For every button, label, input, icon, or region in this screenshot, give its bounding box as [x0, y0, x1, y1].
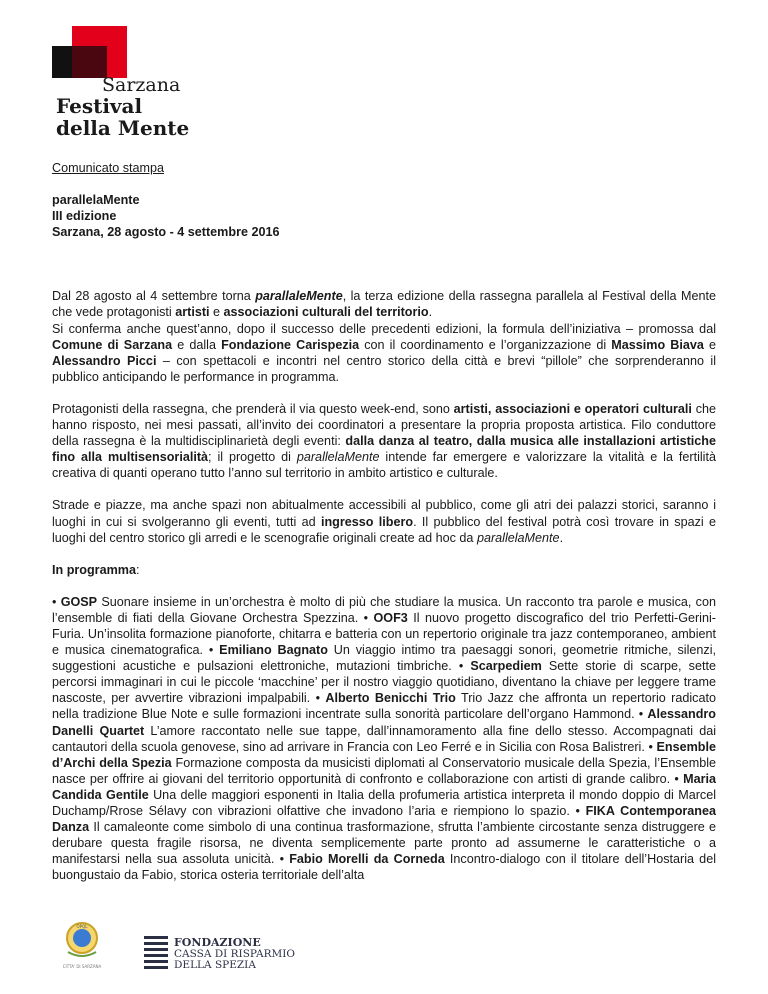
text-run: Protagonisti della rassegna, che prenderà il via questo week-end, sono	[52, 401, 454, 416]
text-run: Trio Jazz che affronta un repertorio radicato nella tradizione Blue Note e sulle formazioni incentrate sulla sonorità particolare dell’organo Hammond. •	[52, 691, 716, 722]
paragraph-program	[52, 594, 716, 884]
fondazione-carispezia-logo	[144, 936, 314, 976]
text-run: Maria Candida Gentile	[52, 771, 716, 802]
event-title: parallelaMente	[52, 193, 140, 208]
text-run: che hanno risposto, nei mesi passati, all’invito dei coordinatori a presentare la propria proposta artistica. Filo conduttore della rassegna è la multidisciplinarietà degli eventi:	[52, 401, 716, 449]
text-run: Fabio Morelli da Corneda	[289, 852, 445, 867]
text-run: parallaleMente	[255, 289, 343, 304]
text-run: Alessandro Picci	[52, 353, 157, 368]
text-run: ; il progetto di	[208, 450, 297, 465]
logo-text-sarzana: Sarzana	[102, 74, 181, 96]
text-run: parallelaMente	[476, 530, 560, 545]
logo-text-della-mente: della Mente	[56, 116, 190, 140]
text-run: , la terza edizione della rassegna parallela al Festival della Mente che vede protagonisti	[52, 289, 716, 320]
text-run: dalla danza al teatro, dalla musica alle installazioni artistiche fino alla multisensorialità	[52, 434, 716, 465]
logo-text-festival: Festival	[56, 94, 143, 118]
text-run: Fondazione Carispezia	[221, 337, 360, 352]
text-run: Il nuovo progetto discografico del trio Perfetti-Gerini-Furia. Un’insolita formazione pianoforte, chitarra e batteria con un repertorio originale tra jazz contemporaneo, ambient e musica cinematografica. •	[52, 610, 716, 658]
text-run: e	[703, 337, 717, 352]
text-run: OOF3	[373, 610, 408, 625]
paragraph-protagonists	[52, 401, 716, 481]
text-run: e	[209, 305, 224, 320]
text-run: FIKA Contemporanea Danza	[52, 804, 717, 835]
text-run: GOSP	[60, 594, 98, 609]
text-run: Alberto Benicchi Trio	[325, 691, 456, 706]
press-header	[52, 192, 716, 240]
text-run: L’amore raccontato nelle sue tappe, dall’innamoramento alla fine dello stesso. Accompagnati dai cantautori della scuola genovese, sino ad arrivare in Francia con Leo Ferré e in Sicilia con Rosa Balistreri. •	[52, 723, 716, 754]
paragraph-venues	[52, 497, 716, 545]
text-run: ingresso libero	[320, 514, 414, 529]
text-run: Strade e piazze, ma anche spazi non abitualmente accessibili al pubblico, come gli atri dei palazzi storici, saranno i luoghi in cui si svolgeranno gli eventi, tutti ad	[52, 498, 716, 529]
event-edition: III edizione	[52, 209, 117, 224]
text-run: associazioni culturali del territorio	[223, 305, 429, 320]
foundation-line1: FONDAZIONE	[174, 936, 261, 949]
festival-logo	[52, 26, 202, 140]
text-run: Massimo Biava	[611, 337, 704, 352]
text-run: Sette storie di scarpe, sette percorsi immaginari in cui le piccole ‘macchine’ per il nostro viaggio quotidiano, diventano la chiave per leggere trame nascoste, per avvertire vibrazioni impalpabili. •	[52, 659, 716, 706]
text-run: Il camaleonte come simbolo di una continua trasformazione, sfrutta l’ambiente circostante senza distruggere e derubare questa fragile risorsa, ne diventa semplicemente parte pronto ad assumerne le caratteristiche o a manifestarsi nella sua assoluta unicità. •	[52, 820, 716, 867]
text-run: Una delle maggiori esponenti in Italia della profumeria artistica interpreta il mondo doppio di Marcel Duchamp/Rrose Sélavy con vibrazioni olfattive che invadono l’aria e riempiono lo spazio. •	[52, 787, 717, 818]
foundation-line3: DELLA SPEZIA	[174, 959, 256, 971]
text-run: artisti, associazioni e operatori culturali	[453, 401, 692, 416]
text-run: . Il pubblico del festival potrà così trovare in spazi e luoghi del centro storico gli arredi e le scenografie originali create ad hoc da	[52, 514, 717, 545]
text-run: •	[52, 594, 61, 609]
text-run: Ensemble d’Archi della Spezia	[52, 739, 716, 770]
document-label: Comunicato stampa	[52, 161, 164, 175]
text-run: .	[559, 530, 564, 545]
text-run: intende far emergere e valorizzare la vitalità e la fertilità creativa di quanti operano tutto l’anno sul territorio in ambito artistico e culturale.	[52, 450, 716, 481]
text-run: .	[428, 305, 433, 320]
sarzana-crest-icon	[62, 918, 102, 976]
paragraph-program-heading	[52, 562, 716, 578]
crest-motto: OPQL	[76, 924, 88, 929]
text-run: :	[135, 562, 140, 577]
text-run: Scarpediem	[470, 659, 542, 674]
text-run: Un viaggio intimo tra paesaggi sonori, geometrie ritmiche, silenzi, suggestioni acustiche e pulsazioni elettroniche, mutazioni timbriche. •	[52, 643, 716, 674]
text-run: Incontro-dialogo con il titolare dell’Hostaria del buongustaio da Fabio, storica osteria territoriale dell’alta	[52, 852, 716, 883]
text-run: Comune di Sarzana	[52, 337, 173, 352]
text-run: Suonare insieme in un’orchestra è molto di più che studiare la musica. Un racconto tra parole e musica, con l’ensemble di fiati della Giovane Orchestra Spezzina. •	[52, 594, 716, 625]
text-run: Formazione composta da musicisti diplomati al Conservatorio musicale della Spezia, l’Ensemble nasce per offrire ai giovani del territorio opportunità di confronto e collaborazione con artisti di grande calibro. •	[52, 755, 716, 786]
text-run: In programma	[52, 562, 136, 577]
foundation-line2: CASSA DI RISPARMIO	[174, 948, 295, 960]
text-run: parallelaMente	[296, 450, 380, 465]
footer-logos	[0, 918, 768, 994]
crest-label: CITTA' DI SARZANA	[62, 964, 102, 969]
text-run: Si conferma anche quest’anno, dopo il successo delle precedenti edizioni, la formula dell’iniziativa – promossa dal	[52, 321, 716, 336]
event-place-dates: Sarzana, 28 agosto - 4 settembre 2016	[52, 225, 280, 240]
text-run: con il coordinamento e l’organizzazione di	[359, 337, 612, 352]
text-run: artisti	[175, 305, 210, 320]
text-run: e dalla	[172, 337, 222, 352]
text-run: Alessandro Danelli Quartet	[52, 707, 716, 738]
press-release-body	[52, 160, 716, 899]
text-run: Emiliano Bagnato	[219, 643, 328, 658]
paragraph-intro	[52, 288, 716, 385]
text-run: – con spettacoli e incontri nel centro storico della città e brevi “pillole” che sorprenderanno il pubblico anticipando le performance in programma.	[52, 353, 716, 384]
festival-logo-mark-icon	[52, 26, 127, 78]
text-run: Dal 28 agosto al 4 settembre torna	[52, 289, 256, 304]
